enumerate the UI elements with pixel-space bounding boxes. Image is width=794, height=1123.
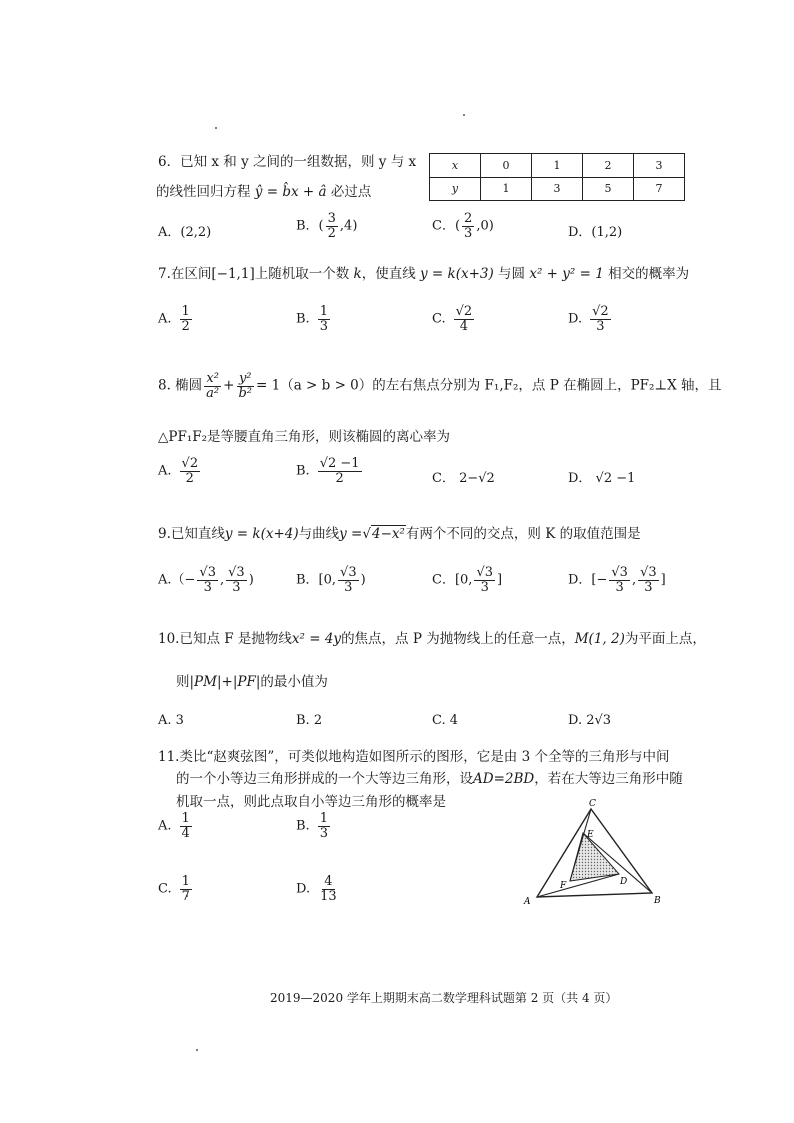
q9-option-c bbox=[432, 566, 502, 594]
fraction bbox=[326, 212, 338, 240]
q11-figure bbox=[515, 795, 665, 910]
option-text: B．[0, bbox=[296, 572, 337, 588]
fraction bbox=[204, 372, 221, 400]
q10-point-m: M(1, 2) bbox=[574, 631, 625, 647]
denominator: 3 bbox=[344, 579, 353, 595]
q10-option-b: B. 2 bbox=[296, 713, 323, 728]
option-text: ] bbox=[497, 572, 503, 588]
fraction bbox=[609, 566, 630, 594]
option-label: B. bbox=[296, 463, 310, 479]
q8-option-d: D． √2 −1 bbox=[568, 471, 636, 486]
denominator: 3 bbox=[319, 825, 328, 841]
denominator: 3 bbox=[464, 225, 473, 241]
table-row bbox=[430, 154, 685, 178]
q9-option-a bbox=[158, 566, 254, 594]
q6-line2-tail: 必过点 bbox=[330, 184, 372, 200]
denominator: 7 bbox=[181, 888, 190, 904]
q8-line2: △PF₁F₂是等腰直角三角形，则该椭圆的离心率为 bbox=[158, 429, 451, 445]
q7-line-equation: y = k(x+3) bbox=[420, 266, 494, 282]
denominator: 2 bbox=[181, 318, 190, 334]
option-text: C．( bbox=[432, 218, 461, 234]
q11-text: 的一个小等边三角形拼成的一个大等边三角形，设 bbox=[176, 771, 473, 787]
option-label: A. bbox=[158, 311, 172, 327]
table-cell: 0 bbox=[480, 154, 531, 178]
q7-text: ，使直线 bbox=[361, 266, 416, 282]
label-b: B bbox=[654, 896, 661, 906]
denominator: 3 bbox=[232, 579, 241, 595]
denominator: 13 bbox=[320, 888, 337, 904]
denominator: 3 bbox=[480, 579, 489, 595]
option-text: C．[0, bbox=[432, 572, 473, 588]
fraction bbox=[638, 566, 659, 594]
option-text: ,0) bbox=[476, 218, 494, 234]
q10-expression: |PM|+|PF| bbox=[189, 674, 261, 690]
q7-text: 7.在区间 bbox=[158, 266, 212, 282]
label-c: C bbox=[589, 799, 596, 809]
q6-option-a: A．(2,2) bbox=[158, 225, 212, 240]
option-label: C. bbox=[158, 881, 172, 897]
q9-option-b bbox=[296, 566, 366, 594]
option-text: D．[− bbox=[568, 572, 608, 588]
fraction bbox=[318, 457, 362, 485]
table-cell: 7 bbox=[633, 177, 684, 201]
numerator: √3 bbox=[476, 565, 493, 580]
label-e: E bbox=[587, 830, 594, 840]
table-cell: 2 bbox=[582, 154, 633, 178]
fraction bbox=[180, 875, 192, 903]
numerator: y² bbox=[238, 371, 252, 386]
q10-stem bbox=[158, 627, 706, 647]
q9-option-d bbox=[568, 566, 666, 594]
q11-option-b bbox=[296, 812, 332, 840]
q11-line1: 11.类比“赵爽弦图”，可类似地构造如图所示的图形，它是由 3 个全等的三角形与中间 bbox=[158, 749, 670, 765]
table-cell: 5 bbox=[582, 177, 633, 201]
numerator: 2 bbox=[464, 211, 473, 226]
q11-text: ，若在大等边三角形中随 bbox=[534, 771, 683, 787]
q10-parabola: x² = 4y bbox=[291, 631, 342, 647]
label-a: A bbox=[524, 897, 531, 907]
denominator: 3 bbox=[203, 579, 212, 595]
scan-speck bbox=[215, 127, 217, 129]
radicand: 4−x² bbox=[371, 526, 405, 542]
q11-line3: 机取一点，则此点取自小等边三角形的概率是 bbox=[176, 794, 446, 810]
q7-option-a bbox=[158, 305, 194, 333]
option-text: ) bbox=[360, 572, 366, 588]
q7-option-d bbox=[568, 305, 613, 333]
denominator: 4 bbox=[181, 825, 190, 841]
q6-regression-equation: ŷ = b̂x + â bbox=[254, 184, 327, 200]
plus-sign: + bbox=[223, 377, 235, 394]
q7-option-b bbox=[296, 305, 332, 333]
q8-option-c: C． 2−√2 bbox=[432, 471, 495, 486]
q10-option-a: A. 3 bbox=[158, 713, 184, 728]
scan-speck bbox=[196, 1049, 198, 1051]
table-header-x: x bbox=[430, 154, 481, 178]
q9-text: 有两个不同的交点，则 K 的取值范围是 bbox=[405, 526, 641, 542]
sqrt: √4−x² bbox=[362, 526, 405, 542]
q11-option-a bbox=[158, 812, 194, 840]
q8-option-b bbox=[296, 457, 364, 485]
q7-stem bbox=[158, 262, 689, 282]
q10-text: 的最小值为 bbox=[260, 674, 328, 690]
denominator: b² bbox=[238, 385, 252, 401]
q7-text: 相交的概率为 bbox=[608, 266, 690, 282]
q10-text: 的焦点，点 P 为抛物线上的任意一点， bbox=[341, 631, 575, 647]
q6-option-c bbox=[432, 212, 494, 240]
fraction bbox=[338, 566, 359, 594]
q7-circle-equation: x² + y² = 1 bbox=[529, 266, 604, 282]
label-f: F bbox=[560, 881, 567, 891]
option-text: B．( bbox=[296, 218, 324, 234]
fraction bbox=[454, 305, 475, 333]
option-label: D. bbox=[296, 881, 311, 897]
q9-curve-lhs: y = bbox=[339, 526, 363, 542]
label-d: D bbox=[620, 877, 628, 887]
numerator: 1 bbox=[181, 811, 190, 826]
q10-line2 bbox=[176, 670, 328, 690]
q6-line2-text: 的线性回归方程 bbox=[156, 184, 251, 200]
fraction bbox=[318, 875, 339, 903]
numerator: √3 bbox=[611, 565, 628, 580]
numerator: x² bbox=[206, 371, 219, 386]
q10-option-d: D. 2√3 bbox=[568, 713, 612, 728]
table-row bbox=[430, 177, 685, 201]
q6-line1: 6．已知 x 和 y 之间的一组数据，则 y 与 x bbox=[158, 154, 417, 170]
denominator: 4 bbox=[459, 318, 469, 334]
denominator: 2 bbox=[327, 225, 336, 241]
q7-text: 上随机取一个数 bbox=[254, 266, 350, 282]
numerator: √2 bbox=[455, 304, 473, 319]
fraction bbox=[236, 372, 254, 400]
denominator: a² bbox=[206, 385, 220, 401]
q7-text: 与圆 bbox=[498, 266, 526, 282]
q6-option-d: D．(1,2) bbox=[568, 225, 623, 240]
fraction bbox=[462, 212, 474, 240]
denominator: 3 bbox=[319, 318, 328, 334]
q11-option-c bbox=[158, 875, 194, 903]
numerator: √2 −1 bbox=[319, 456, 360, 471]
numerator: 1 bbox=[319, 304, 328, 319]
q10-text: 为平面上点， bbox=[624, 631, 706, 647]
option-text: , bbox=[219, 572, 225, 588]
denominator: 2 bbox=[335, 470, 344, 486]
denominator: 2 bbox=[185, 470, 194, 486]
q10-option-c: C. 4 bbox=[432, 713, 459, 728]
table-cell: 1 bbox=[480, 177, 531, 201]
table-cell: 1 bbox=[531, 154, 582, 178]
table-cell: 3 bbox=[531, 177, 582, 201]
option-label: D. bbox=[568, 311, 583, 327]
fraction bbox=[474, 566, 495, 594]
q8-text: 8. 椭圆 bbox=[158, 377, 203, 394]
q7-option-c bbox=[432, 305, 476, 333]
numerator: √3 bbox=[640, 565, 657, 580]
numerator: 1 bbox=[181, 304, 190, 319]
numerator: √2 bbox=[181, 456, 199, 471]
fraction bbox=[180, 305, 192, 333]
q8-text: 的左右焦点分别为 F₁,F₂，点 P 在椭圆上，PF₂⊥X 轴，且 bbox=[372, 377, 722, 394]
q9-text: 9.已知直线 bbox=[158, 526, 225, 542]
fraction bbox=[590, 305, 611, 333]
q9-stem bbox=[158, 522, 641, 542]
q6-line2 bbox=[156, 180, 371, 200]
table-header-y: y bbox=[430, 177, 481, 201]
option-label: A. bbox=[158, 818, 172, 834]
option-text: ) bbox=[248, 572, 254, 588]
q10-text: 则 bbox=[176, 674, 190, 690]
q8-stem bbox=[158, 372, 722, 400]
option-text: ] bbox=[660, 572, 666, 588]
q6-data-table bbox=[429, 153, 685, 201]
option-label: B. bbox=[296, 818, 310, 834]
denominator: 3 bbox=[615, 579, 624, 595]
q11-line2 bbox=[176, 767, 683, 787]
option-text: , bbox=[631, 572, 637, 588]
fraction bbox=[318, 812, 330, 840]
numerator: 1 bbox=[319, 811, 328, 826]
option-text: A.（− bbox=[158, 572, 196, 588]
q7-k: k bbox=[353, 266, 362, 282]
option-label: C. bbox=[432, 311, 446, 327]
q10-text: 10.已知点 F 是抛物线 bbox=[158, 631, 292, 647]
q7-interval: [−1,1] bbox=[211, 266, 255, 282]
scan-speck bbox=[463, 114, 465, 116]
page-footer: 2019—2020 学年上期期末高二数学理科试题第 2 页（共 4 页） bbox=[270, 991, 618, 1005]
q8-option-a bbox=[158, 457, 202, 485]
denominator: 3 bbox=[596, 318, 605, 334]
numerator: 3 bbox=[327, 211, 336, 226]
numerator: √3 bbox=[340, 565, 357, 580]
denominator: 3 bbox=[644, 579, 653, 595]
option-label: B. bbox=[296, 311, 310, 327]
numerator: √2 bbox=[592, 304, 609, 319]
fraction bbox=[180, 457, 201, 485]
q8-equation-rest: = 1（a > b > 0） bbox=[256, 377, 373, 394]
fraction bbox=[318, 305, 330, 333]
option-text: ,4) bbox=[339, 218, 358, 234]
numerator: √3 bbox=[199, 565, 216, 580]
numerator: √3 bbox=[228, 565, 245, 580]
option-label: A. bbox=[158, 463, 172, 479]
q11-option-d bbox=[296, 875, 341, 903]
fraction bbox=[180, 812, 192, 840]
table-cell: 3 bbox=[633, 154, 684, 178]
numerator: 1 bbox=[181, 874, 190, 889]
q6-option-b bbox=[296, 212, 357, 240]
fraction bbox=[197, 566, 218, 594]
q9-text: 与曲线 bbox=[298, 526, 340, 542]
q9-line-equation: y = k(x+4) bbox=[224, 526, 299, 542]
fraction bbox=[226, 566, 247, 594]
q11-equation: AD=2BD bbox=[473, 771, 535, 787]
numerator: 4 bbox=[324, 874, 333, 889]
